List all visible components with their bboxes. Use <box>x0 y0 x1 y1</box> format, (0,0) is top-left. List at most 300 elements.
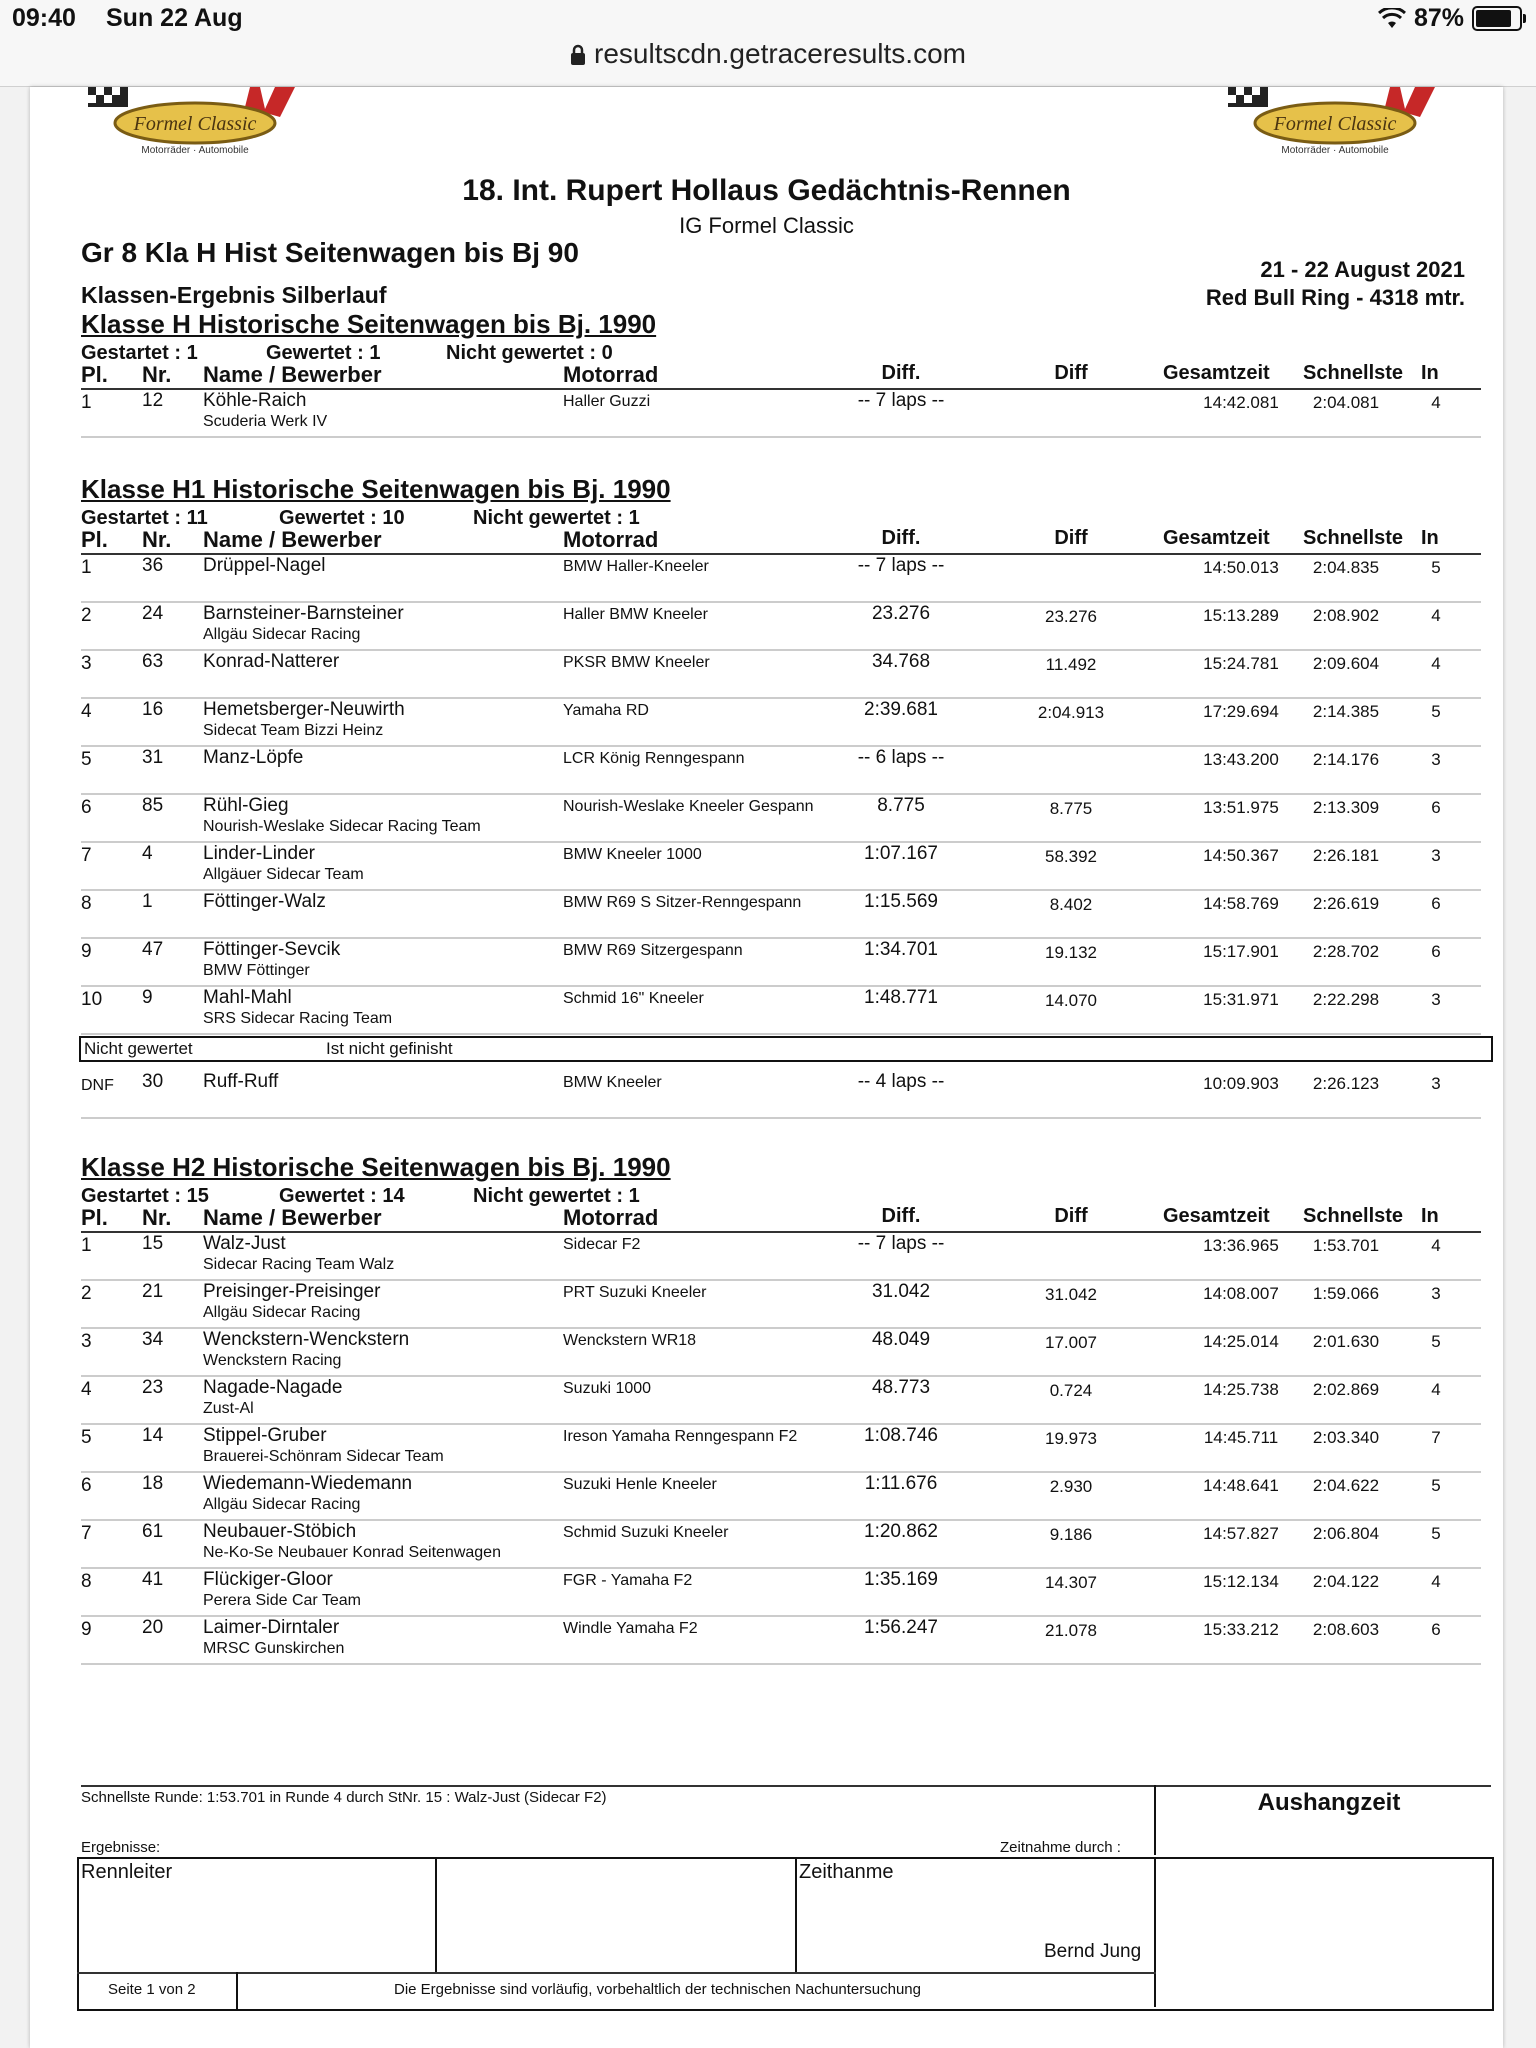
cell-motorrad: Schmid 16" Kneeler <box>563 990 704 1007</box>
col-name: Name / Bewerber <box>203 362 382 387</box>
cell-team: Sidecar Racing Team Walz <box>203 1256 395 1273</box>
group-title: Gr 8 Kla H Hist Seitenwagen bis Bj 90 <box>81 237 579 268</box>
cell-schnellste: 2:02.869 <box>1312 1380 1380 1399</box>
event-title: 18. Int. Rupert Hollaus Gedächtnis-Rennen <box>462 174 1071 207</box>
count-classified: Gewertet : 14 <box>279 1185 405 1207</box>
cell-pl: 9 <box>81 941 92 962</box>
col-motorrad: Motorrad <box>563 1205 659 1230</box>
cell-nr: 15 <box>142 1233 164 1254</box>
sig-divider-2 <box>795 1857 797 1972</box>
col-diff: Diff. <box>881 1205 921 1227</box>
cell-in: 4 <box>1431 393 1441 412</box>
cell-schnellste: 2:14.385 <box>1312 702 1380 721</box>
cell-team: Allgäuer Sidecar Team <box>203 866 364 883</box>
cell-team: Zust-Al <box>203 1400 254 1417</box>
cell-gesamt: 14:50.367 <box>1203 846 1279 865</box>
cell-name: Wenckstern-Wenckstern <box>203 1329 410 1350</box>
cell-in: 6 <box>1431 942 1441 961</box>
cell-pl: 5 <box>81 749 92 770</box>
cell-in: 4 <box>1431 606 1441 625</box>
cell-motorrad: PKSR BMW Kneeler <box>563 654 710 671</box>
cell-motorrad: BMW Kneeler 1000 <box>563 846 702 863</box>
logo-text-left: Formel Classic <box>133 113 257 135</box>
event-track: Red Bull Ring - 4318 mtr. <box>1205 285 1465 310</box>
result-row <box>81 390 1481 438</box>
footer-divider <box>81 1785 1491 1787</box>
cell-name: Drüppel-Nagel <box>203 555 326 576</box>
class-title: Klasse H1 Historische Seitenwagen bis Bj. 1990 <box>81 474 671 504</box>
cell-motorrad: Nourish-Weslake Kneeler Gespann <box>563 798 814 815</box>
cell-diff2: 9.186 <box>1049 1525 1093 1544</box>
col-gesamtzeit: Gesamtzeit <box>1163 362 1270 384</box>
cell-diff: 48.049 <box>871 1329 931 1350</box>
result-row <box>81 1329 1481 1377</box>
cell-team: MRSC Gunskirchen <box>203 1640 345 1657</box>
cell-diff2: 17.007 <box>1045 1333 1097 1352</box>
cell-schnellste: 2:04.122 <box>1312 1572 1380 1591</box>
wifi-icon <box>1378 8 1406 30</box>
cell-diff: -- 7 laps -- <box>857 1233 945 1254</box>
result-row <box>81 987 1481 1035</box>
lock-icon <box>570 44 586 66</box>
result-row <box>81 1569 1481 1617</box>
cell-diff2: 31.042 <box>1045 1285 1097 1304</box>
cell-pl: 2 <box>81 605 92 626</box>
cell-pl: 6 <box>81 1475 92 1496</box>
table-header <box>81 525 1481 555</box>
not-classified-label: Nicht gewertet <box>84 1039 193 1058</box>
cell-motorrad: PRT Suzuki Kneeler <box>563 1284 707 1301</box>
col-in: In <box>1421 527 1439 549</box>
cell-nr: 14 <box>142 1425 164 1446</box>
cell-diff2: 2.930 <box>1049 1477 1093 1496</box>
page-number: Seite 1 von 2 <box>108 1981 196 1998</box>
ergebnisse-label: Ergebnisse: <box>81 1839 161 1856</box>
cell-name: Rühl-Gieg <box>203 795 289 816</box>
cell-team: Brauerei-Schönram Sidecar Team <box>203 1448 444 1465</box>
col-diff2: Diff <box>1054 362 1088 384</box>
cell-nr: 4 <box>142 843 153 864</box>
cell-gesamt: 15:24.781 <box>1203 654 1279 673</box>
cell-diff: 1:08.746 <box>864 1425 938 1446</box>
cell-diff: 1:20.862 <box>864 1521 938 1542</box>
cell-in: 3 <box>1431 846 1441 865</box>
cell-team: BMW Föttinger <box>203 962 310 979</box>
cell-motorrad: Sidecar F2 <box>563 1236 641 1253</box>
col-diff2: Diff <box>1054 527 1088 549</box>
fastest-lap: Schnellste Runde: 1:53.701 in Runde 4 durch StNr. 15 : Walz-Just (Sidecar F2) <box>81 1789 607 1806</box>
organizer: IG Formel Classic <box>679 213 854 238</box>
cell-diff: -- 6 laps -- <box>857 747 945 768</box>
not-classified-reason: Ist nicht gefinisht <box>326 1039 453 1058</box>
cell-in: 5 <box>1431 1524 1441 1543</box>
result-row <box>81 1281 1481 1329</box>
cell-diff: 1:11.676 <box>864 1473 938 1494</box>
cell-pl: 1 <box>81 557 92 578</box>
cell-name: Wiedemann-Wiedemann <box>203 1473 413 1494</box>
count-classified: Gewertet : 10 <box>279 507 405 529</box>
cell-schnellste: 2:28.702 <box>1312 942 1380 961</box>
cell-diff: -- 4 laps -- <box>857 1071 945 1092</box>
cell-nr: 34 <box>142 1329 164 1350</box>
result-row <box>81 891 1481 939</box>
result-row <box>81 651 1481 699</box>
cell-motorrad: Suzuki 1000 <box>563 1380 652 1397</box>
result-row <box>81 603 1481 651</box>
cell-diff2: 14.307 <box>1045 1573 1097 1592</box>
cell-name: Konrad-Natterer <box>203 651 340 672</box>
cell-pl: 9 <box>81 1619 92 1640</box>
cell-gesamt: 13:43.200 <box>1203 750 1279 769</box>
signer-name: Bernd Jung <box>1044 1941 1142 1962</box>
cell-nr: 30 <box>142 1071 164 1092</box>
cell-nr: 9 <box>142 987 153 1008</box>
cell-schnellste: 2:09.604 <box>1312 654 1380 673</box>
cell-name: Laimer-Dirntaler <box>203 1617 340 1638</box>
cell-motorrad: Suzuki Henle Kneeler <box>563 1476 717 1493</box>
result-row <box>81 1233 1481 1281</box>
cell-diff: -- 7 laps -- <box>857 555 945 576</box>
cell-gesamt: 10:09.903 <box>1203 1074 1279 1093</box>
cell-schnellste: 2:01.630 <box>1312 1332 1380 1351</box>
col-gesamtzeit: Gesamtzeit <box>1163 527 1270 549</box>
cell-name: Köhle-Raich <box>203 390 307 411</box>
cell-schnellste: 1:59.066 <box>1312 1284 1380 1303</box>
cell-gesamt: 15:33.212 <box>1203 1620 1279 1639</box>
aushangzeit-label: Aushangzeit <box>1257 1789 1401 1816</box>
cell-diff2: 11.492 <box>1045 655 1097 674</box>
cell-team: Sidecat Team Bizzi Heinz <box>203 722 384 739</box>
count-started: Gestartet : 1 <box>81 342 198 364</box>
cell-name: Manz-Löpfe <box>203 747 304 768</box>
cell-diff2: 0.724 <box>1049 1381 1093 1400</box>
url-text: resultscdn.getraceresults.com <box>594 38 966 69</box>
cell-diff2: 19.973 <box>1045 1429 1097 1448</box>
cell-gesamt: 14:25.014 <box>1203 1332 1279 1351</box>
cell-nr: 85 <box>142 795 164 816</box>
cell-pl: 10 <box>81 989 103 1010</box>
cell-nr: 47 <box>142 939 164 960</box>
cell-team: Scuderia Werk IV <box>203 413 328 430</box>
cell-pl: 4 <box>81 701 92 722</box>
logo-text-right: Formel Classic <box>1273 113 1397 135</box>
cell-schnellste: 2:04.622 <box>1312 1476 1380 1495</box>
cell-nr: 24 <box>142 603 164 624</box>
cell-pl: 3 <box>81 653 92 674</box>
cell-pl: DNF <box>81 1077 114 1094</box>
col-motorrad: Motorrad <box>563 527 659 552</box>
cell-schnellste: 2:22.298 <box>1312 990 1380 1009</box>
table-header <box>81 360 1481 390</box>
not-classified-banner <box>79 1036 1493 1062</box>
cell-diff2: 8.775 <box>1049 799 1093 818</box>
cell-diff: 1:15.569 <box>864 891 938 912</box>
cell-diff: 34.768 <box>871 651 931 672</box>
cell-schnellste: 2:04.081 <box>1312 393 1380 412</box>
cell-diff2: 8.402 <box>1049 895 1093 914</box>
cell-in: 4 <box>1431 1572 1441 1591</box>
cell-name: Barnsteiner-Barnsteiner <box>203 603 404 624</box>
cell-gesamt: 14:48.641 <box>1203 1476 1279 1495</box>
cell-in: 3 <box>1431 1074 1441 1093</box>
sig-divider-3 <box>1154 1857 1156 2007</box>
count-not-classified: Nicht gewertet : 1 <box>473 1185 640 1207</box>
status-date: Sun 22 Aug <box>106 4 243 32</box>
cell-name: Föttinger-Sevcik <box>203 939 341 960</box>
cell-name: Nagade-Nagade <box>203 1377 343 1398</box>
cell-nr: 21 <box>142 1281 164 1302</box>
cell-diff: 23.276 <box>871 603 931 624</box>
cell-in: 4 <box>1431 1236 1441 1255</box>
cell-diff: 1:56.247 <box>864 1617 938 1638</box>
cell-diff2: 19.132 <box>1045 943 1097 962</box>
cell-gesamt: 14:08.007 <box>1203 1284 1279 1303</box>
cell-motorrad: Ireson Yamaha Renngespann F2 <box>563 1428 798 1445</box>
cell-motorrad: Yamaha RD <box>563 702 649 719</box>
cell-diff: 48.773 <box>871 1377 931 1398</box>
cell-in: 7 <box>1431 1428 1441 1447</box>
cell-name: Preisinger-Preisinger <box>203 1281 381 1302</box>
cell-diff2: 14.070 <box>1045 991 1097 1010</box>
cell-gesamt: 13:36.965 <box>1203 1236 1279 1255</box>
cell-team: Wenckstern Racing <box>203 1352 342 1369</box>
col-pl: Pl. <box>81 527 108 552</box>
cell-diff: 1:48.771 <box>864 987 938 1008</box>
cell-gesamt: 14:57.827 <box>1203 1524 1279 1543</box>
cell-gesamt: 14:25.738 <box>1203 1380 1279 1399</box>
col-nr: Nr. <box>142 362 172 387</box>
col-schnellste: Schnellste <box>1303 527 1404 549</box>
cell-team: Nourish-Weslake Sidecar Racing Team <box>203 818 481 835</box>
cell-motorrad: Windle Yamaha F2 <box>563 1620 698 1637</box>
count-classified: Gewertet : 1 <box>266 342 381 364</box>
sig-bottom-line <box>77 1972 1156 1974</box>
cell-schnellste: 2:26.123 <box>1312 1074 1380 1093</box>
cell-in: 3 <box>1431 1284 1441 1303</box>
cell-gesamt: 13:51.975 <box>1203 798 1279 817</box>
cell-team: Perera Side Car Team <box>203 1592 361 1609</box>
cell-in: 3 <box>1431 750 1441 769</box>
result-row <box>81 1521 1481 1569</box>
cell-diff: 2:39.681 <box>864 699 938 720</box>
cell-schnellste: 2:13.309 <box>1312 798 1380 817</box>
cell-name: Ruff-Ruff <box>203 1071 279 1092</box>
cell-gesamt: 14:42.081 <box>1203 393 1279 412</box>
cell-motorrad: Haller BMW Kneeler <box>563 606 708 623</box>
cell-nr: 61 <box>142 1521 164 1542</box>
cell-team: Allgäu Sidecar Racing <box>203 626 361 643</box>
cell-pl: 7 <box>81 1523 92 1544</box>
cell-pl: 4 <box>81 1379 92 1400</box>
col-pl: Pl. <box>81 362 108 387</box>
cell-diff: 8.775 <box>877 795 925 816</box>
cell-motorrad: Wenckstern WR18 <box>563 1332 697 1349</box>
cell-schnellste: 2:08.902 <box>1312 606 1380 625</box>
cell-in: 5 <box>1431 702 1441 721</box>
col-nr: Nr. <box>142 1205 172 1230</box>
cell-diff: 31.042 <box>871 1281 931 1302</box>
cell-nr: 41 <box>142 1569 164 1590</box>
result-row <box>81 1377 1481 1425</box>
result-row <box>81 843 1481 891</box>
result-row <box>81 699 1481 747</box>
count-not-classified: Nicht gewertet : 1 <box>473 507 640 529</box>
cell-in: 5 <box>1431 1476 1441 1495</box>
col-name: Name / Bewerber <box>203 527 382 552</box>
col-schnellste: Schnellste <box>1303 1205 1404 1227</box>
cell-name: Flückiger-Gloor <box>203 1569 333 1590</box>
disclaimer: Die Ergebnisse sind vorläufig, vorbehaltlich der technischen Nachuntersuchung <box>394 1981 921 1998</box>
count-not-classified: Nicht gewertet : 0 <box>446 342 613 364</box>
cell-in: 6 <box>1431 798 1441 817</box>
rennleiter-label: Rennleiter <box>81 1861 173 1883</box>
event-date: 21 - 22 August 2021 <box>1260 257 1465 282</box>
cell-schnellste: 2:06.804 <box>1312 1524 1380 1543</box>
result-row <box>81 795 1481 843</box>
cell-in: 4 <box>1431 654 1441 673</box>
cell-pl: 1 <box>81 1235 92 1256</box>
cell-schnellste: 2:08.603 <box>1312 1620 1380 1639</box>
sig-divider-1 <box>435 1857 437 1972</box>
cell-name: Föttinger-Walz <box>203 891 326 912</box>
col-in: In <box>1421 1205 1439 1227</box>
formel-classic-logo-left <box>80 87 310 159</box>
cell-team: Allgäu Sidecar Racing <box>203 1496 361 1513</box>
cell-pl: 7 <box>81 845 92 866</box>
cell-in: 6 <box>1431 894 1441 913</box>
cell-name: Neubauer-Stöbich <box>203 1521 357 1542</box>
cell-nr: 16 <box>142 699 164 720</box>
status-time: 09:40 <box>12 4 76 32</box>
cell-nr: 12 <box>142 390 164 411</box>
cell-in: 3 <box>1431 990 1441 1009</box>
cell-diff2: 2:04.913 <box>1037 703 1105 722</box>
cell-schnellste: 2:26.181 <box>1312 846 1380 865</box>
cell-diff: 1:34.701 <box>864 939 938 960</box>
page-divider <box>236 1972 238 2009</box>
cell-schnellste: 2:14.176 <box>1312 750 1380 769</box>
cell-team: Ne-Ko-Se Neubauer Konrad Seitenwagen <box>203 1544 501 1561</box>
cell-motorrad: BMW Kneeler <box>563 1074 662 1091</box>
result-row <box>81 1473 1481 1521</box>
result-row <box>81 1425 1481 1473</box>
cell-pl: 8 <box>81 893 92 914</box>
cell-gesamt: 15:17.901 <box>1203 942 1279 961</box>
result-type: Klassen-Ergebnis Silberlauf <box>81 282 387 308</box>
cell-in: 5 <box>1431 1332 1441 1351</box>
result-row <box>81 939 1481 987</box>
cell-gesamt: 15:12.134 <box>1203 1572 1279 1591</box>
result-document <box>30 87 1503 2048</box>
cell-pl: 3 <box>81 1331 92 1352</box>
class-title: Klasse H2 Historische Seitenwagen bis Bj. 1990 <box>81 1152 671 1182</box>
cell-nr: 63 <box>142 651 164 672</box>
col-motorrad: Motorrad <box>563 362 659 387</box>
zeitnahme-label: Zeithanme <box>799 1861 894 1883</box>
cell-diff: 1:07.167 <box>864 843 938 864</box>
col-name: Name / Bewerber <box>203 1205 382 1230</box>
cell-pl: 2 <box>81 1283 92 1304</box>
class-title: Klasse H Historische Seitenwagen bis Bj. 1990 <box>81 309 657 339</box>
cell-pl: 1 <box>81 392 92 413</box>
cell-gesamt: 15:31.971 <box>1203 990 1279 1009</box>
cell-motorrad: BMW Haller-Kneeler <box>563 558 709 575</box>
logo-sub-right: Motorräder · Automobile <box>1281 145 1389 156</box>
cell-diff2: 58.392 <box>1045 847 1097 866</box>
status-right <box>1378 4 1522 33</box>
cell-schnellste: 1:53.701 <box>1312 1236 1380 1255</box>
cell-name: Stippel-Gruber <box>203 1425 327 1446</box>
cell-diff2: 23.276 <box>1045 607 1097 626</box>
col-in: In <box>1421 362 1439 384</box>
result-row <box>81 555 1481 603</box>
cell-diff: 1:35.169 <box>864 1569 938 1590</box>
cell-gesamt: 17:29.694 <box>1203 702 1279 721</box>
cell-diff: -- 7 laps -- <box>857 390 945 411</box>
result-row <box>81 747 1481 795</box>
result-row <box>81 1617 1481 1665</box>
battery-icon <box>1472 6 1522 31</box>
cell-gesamt: 15:13.289 <box>1203 606 1279 625</box>
count-started: Gestartet : 11 <box>81 507 208 529</box>
table-header <box>81 1203 1481 1233</box>
cell-motorrad: LCR König Renngespann <box>563 750 745 767</box>
result-row <box>81 1071 1481 1119</box>
battery-percent: 87% <box>1413 4 1464 32</box>
col-nr: Nr. <box>142 527 172 552</box>
col-pl: Pl. <box>81 1205 108 1230</box>
cell-in: 5 <box>1431 558 1441 577</box>
cell-in: 4 <box>1431 1380 1441 1399</box>
cell-name: Mahl-Mahl <box>203 987 292 1008</box>
cell-nr: 20 <box>142 1617 164 1638</box>
cell-motorrad: Schmid Suzuki Kneeler <box>563 1524 729 1541</box>
cell-nr: 23 <box>142 1377 164 1398</box>
cell-team: Allgäu Sidecar Racing <box>203 1304 361 1321</box>
cell-motorrad: BMW R69 Sitzergespann <box>563 942 743 959</box>
cell-gesamt: 14:45.711 <box>1203 1428 1279 1447</box>
col-diff: Diff. <box>881 362 921 384</box>
cell-motorrad: FGR - Yamaha F2 <box>563 1572 693 1589</box>
cell-name: Walz-Just <box>203 1233 286 1254</box>
cell-pl: 5 <box>81 1427 92 1448</box>
cell-nr: 18 <box>142 1473 164 1494</box>
col-gesamtzeit: Gesamtzeit <box>1163 1205 1270 1227</box>
cell-name: Linder-Linder <box>203 843 315 864</box>
zeitnahme-durch-label: Zeitnahme durch : <box>1000 1839 1121 1856</box>
cell-gesamt: 14:50.013 <box>1203 558 1279 577</box>
cell-motorrad: Haller Guzzi <box>563 393 651 410</box>
cell-nr: 31 <box>142 747 164 768</box>
cell-schnellste: 2:03.340 <box>1312 1428 1380 1447</box>
cell-name: Hemetsberger-Neuwirth <box>203 699 405 720</box>
cell-gesamt: 14:58.769 <box>1203 894 1279 913</box>
logo-sub-left: Motorräder · Automobile <box>141 145 249 156</box>
address-bar[interactable] <box>0 38 1536 70</box>
col-diff: Diff. <box>881 527 921 549</box>
status-bar <box>0 0 1536 87</box>
cell-schnellste: 2:04.835 <box>1312 558 1380 577</box>
count-started: Gestartet : 15 <box>81 1185 209 1207</box>
cell-nr: 1 <box>142 891 153 912</box>
cell-team: SRS Sidecar Racing Team <box>203 1010 393 1027</box>
cell-in: 6 <box>1431 1620 1441 1639</box>
col-schnellste: Schnellste <box>1303 362 1404 384</box>
cell-schnellste: 2:26.619 <box>1312 894 1380 913</box>
cell-pl: 8 <box>81 1571 92 1592</box>
cell-diff2: 21.078 <box>1045 1621 1097 1640</box>
cell-nr: 36 <box>142 555 164 576</box>
